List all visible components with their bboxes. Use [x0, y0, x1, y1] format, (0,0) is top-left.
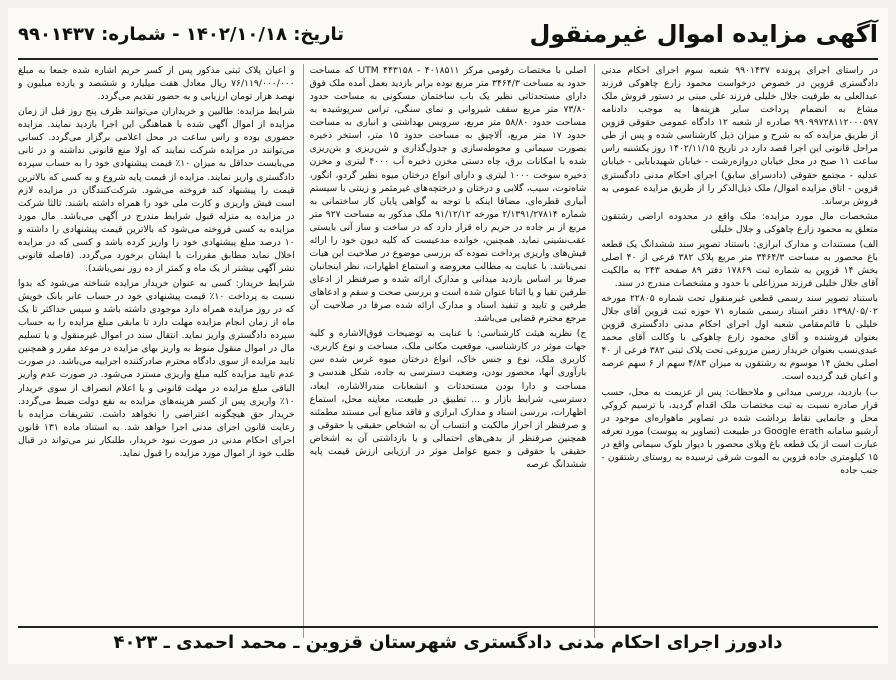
- column-right: [594, 64, 878, 638]
- paragraph: مشخصات مال مورد مزایده: ملک واقع در محدوده اراضی رشتقون متعلق به محمود زارع چاهوکی و جلال خلیلی: [601, 210, 878, 235]
- notice-title: آگهی مزایده اموال غیرمنقول: [529, 20, 878, 48]
- paragraph: ج) نظریه هیئت کارشناسی: با عنایت به توضیحات فوق‌الاشاره و کلیه جهات موثر در کارشناسی، موقعیت مکانی ملک، مساحت و نوع کاربری، کاربری ملک، نوع و جنس خاک، انواع درختان میوه غرس شده سن بارآوری آنها، محصور بودن، وضعیت دسترسی به جاده، شکل هندسی و مساحت و دارا بودن مستحدثات و انشعابات مندرالاشاره، ابعاد، دسترسی، شرایط بازار و ... تطبیق در طبیعت، معاینه محل، استماع اظهارات، بررسی اسناد و مدارک ابرازی و فاقد منابع آبی مستند مطمئنه و صرفنظر از احراز مالکیت و انتساب آن به اشخاص حقیقی یا حقوقی و همچنین صرفنظر از بدهی‌های احتمالی و یا بازداشتی آن به اشخاص حقیقی یا حقوقی و جمیع عوامل موثر در ارزیابی ارزش قیمت پایه ششدانگ عرصه: [309, 328, 587, 470]
- paragraph: در راستای اجرای پرونده ۹۹۰۱۴۳۷ شعبه سوم اجرای احکام مدنی دادگستری قزوین در خصوص درخواست محمود زارع چاهوکی فرزند عبدالعلی به طرفیت جلال خلیلی فرزند علی مبنی بر دستور فروش ملک مشاع به انضمام پرداخت سایر هزینه‌ها به موجب دادنامه ۹۹۰۹۹۷۲۸۱۱۲۰۰۰۵۹۷ صادره از شعبه ۱۲ دادگاه عمومی حقوقی قزوین از طریق مزایده که به شرح و میزان ذیل کارشناسی شده و پس از طی مراحل قانونی این اجرا قصد دارد در تاریخ ۱۴۰۲/۱۱/۱۵ روز یکشنبه راس ساعت ۱۱ صبح در محل خیابان دروازه‌رشت - خیابان شهیدبابایی - خیابان عدلیه - مجتمع حقوقی (دادسرای سابق) اجرای احکام مدنی دادگستری قزوین - اتاق مزایده اموال/ ملک ذیل‌الذکر را از طریق مزایده عمومی به فروش برساند.: [601, 65, 878, 207]
- column-middle: [303, 64, 587, 638]
- paragraph: ب) بازدید، بررسی میدانی و ملاحظات: پس از عزیمت به محل، حسب قرار صادره نسبت به ثبت مختصات ملک اقدام گردید، با ترسیم کروکی محل و جانمایی نقاط برداشت شده در تصاویر ماهواره‌ای موجود در آرشیو سامانه Google erath در طبیعت (تصاویر به پیوست) مورد تعرفه عبارت است از یک قطعه باغ ویلای محصور با دیوار بلوک سیمانی واقع در ۱۵ کیلومتری جاده قزوین به الموت شرقی ترسیده به روستای رشتقون - جنب جاده: [601, 386, 878, 476]
- text-columns: [18, 64, 878, 638]
- footer-signature: دادورز اجرای احکام مدنی دادگستری شهرستان قزوین ـ محمد احمدی ـ ۴۰۲۳: [18, 626, 878, 660]
- paragraph: و اعیان پلاک ثبتی مذکور پس از کسر حریم اشاره شده جمعا به مبلغ ۷۶/۱۱۹/۰۰۰/۰۰۰ ریال معادل هفت میلیارد و ششصد و یازده میلیون و نهصد هزار تومان ارزیابی و به حضور تقدیم می‌گردد.: [17, 65, 295, 103]
- notice-page: [8, 8, 888, 664]
- column-left: [18, 64, 295, 638]
- paragraph: شرایط خریدار: کسی به عنوان خریدار مزایده شناخته می‌شود که بدوا نسبت به پرداخت ۱۰٪ قیمت پیشنهادی خود در حساب عابر بانک خویش که در روز مزایده همراه دارد موجودی داشته باشد و سپس حداکثر تا یک ماه از زمان انجام مزایده مهلت دارد تا مابقی مبلغ مزایده را به حساب سپرده دادگستری واریز نماید. انتقال سند در اموال غیرمنقول و یا تسلیم مال در اموال منقول منوط به واریز بهای مزایده در موعد مقرر و همچنین تایید مزایده از سوی دادگاه محترم صادرکننده اجراییه می‌باشد. در صورت عدم تایید مزایده کلیه مبلغ واریزی مسترد می‌شود. در صورت عدم واریز الباقی مبلغ مزایده در مهلت قانونی و یا اعلام انصراف از سوی خریدار ۱۰٪ واریزی پس از کسر هزینه‌های مزایده به نفع دولت ضبط می‌گردد. خریدار حق هیچگونه اعتراضی را نخواهد داشت. تشریفات مزایده با رعایت قانون اجرای مدنی اجرا خواهد شد. به استناد ماده ۱۳۱ قانون اجرای احکام مدنی در صورت نبود خریدار، طلبکار نیز می‌تواند در قبال طلب خود از اموال مورد مزایده را قبول نماید.: [17, 278, 295, 459]
- date-and-number: تاریخ: ۱۴۰۲/۱۰/۱۸ - شماره: ۹۹۰۱۴۳۷: [18, 23, 345, 45]
- paragraph: باستناد تصویر سند رسمی قطعی غیرمنقول تحت شماره ۲۲۸۰۵ مورخه ۱۳۹۸/۰۵/۰۲ دفتر اسناد رسمی شماره ۷۱ حوزه ثبت قزوین آقای جلال خلیلی با قائم‌مقامی شعبه اول اجرای احکام مدنی دادگستری قزوین بعنوان فروشنده و آقای محمود زارع چاهوکی با وکالت آقای محمد عبدی‌نسب بعنوان خریدار زمین مزروعی تحت پلاک ثبتی ۳۸۲ فرعی از ۴۰ اصلی بخش ۱۴ موسوم به رشتقون به میزان ۴/۸۳ سهم از ۶ سهم عرصه و اعیان قید گردیده است.: [601, 293, 878, 383]
- paragraph: اصلی با مختصات رقومی مرکز ۴۰۱۸۵۱۱ - ۴۴۳۱۵۸ UTM که مساحت حدود به مساحت ۳۴۶۴/۳ متر مربع بوده برابر بازدید بعمل آمده ملک فوق دارای مستحدثاتی نظیر یک باب ساختمان مسکونی به مساحت حدود ۷۳/۸۰ متر مربع سقف شیروانی و نمای سنگی، تراس سرپوشیده به مساحت حدود ۵۸/۸۰ متر مربع، سرویس بهداشتی و انباری به مساحت حدود ۱۷ متر مربع، آلاچیق به مساحت حدود ۱۵ متر، استخر ذخیره بصورت سیمانی و محوطه‌سازی و جدول‌گذاری و شن‌ریزی و بتن‌ریزی شده با امکانات برق، چاه دستی مخزن ذخیره آب ۴۰۰۰ لیتری و مخزن ذخیره سوخت ۱۰۰۰ لیتری و دارای انواع درختان میوه نظیر گردو، انگور، شاه‌توت، سیب، گلابی و درختان و درختچه‌های غیرمثمر و زینتی با سیستم آبیاری قطره‌ای، مضافا اینکه با توجه به گواهی پایان کار ساختمانی به شماره ۲/۱۳۹۱/۲۷۸۱۴ مورخه ۹۱/۱۲/۱۲ ملک مذکور به مساحت ۹۲۷ متر مربع از بر جاده در حریم راه قرار دارد که در ساخت و ساز آتی بایستی عقب‌نشینی نماید. همچنین، خوانده مدعیست که کلیه دیون خود را ارائه فیش‌های واریزی پرداخت نموده که بررسی موضوع در صلاحیت این هیات نمی‌باشد. با عنایت به مطالب معروضه و استماع اظهارات، نظر اینجانبان صرفا بر اساس بازدید میدانی و مدارک ارائه شده و صرفنظر از ادعای طرفین تقیا و یا اثباتا عنوان شده است و بررسی صحت و سقم و ادعاهای طرفین و تایید و تنفیذ اسناد و مدارک ارائه شده صرفا در صلاحیت آن مرجع محترم قضایی می‌باشد.: [309, 65, 587, 325]
- paragraph: شرایط مزایده: طالبین و خریداران می‌توانند ظرف پنج روز قبل از زمان مزایده از اموال آگهی شده با هماهنگی این اجرا بازدید نمایند. مزایده حضوری بوده و راس ساعت در محل اعلامی برگزار می‌گردد. کسانی می‌توانند در مزایده شرکت نمایند که اولا منع قانونی نداشته و در ثانی می‌بایست حداقل به میزان ۱۰٪ قیمت پیشنهادی خود را به حساب سپرده دادگستری واریز نمایند. مزایده از قیمت پایه شروع و به کسی که بالاترین قیمت را پیشنهاد کند فروخته می‌شود. شرکت‌کنندگان در مزایده لازم است فیش واریزی و کارت ملی خود را همراه داشته باشند. ثالثا شرکت در مزایده به منزله قبول شرایط مندرج در آگهی می‌باشد. مال مورد مزایده به کسی فروخته می‌شود که بالاترین قیمت پیشنهادی را داشته و ۱۰ درصد مبلغ پیشنهادی خود را واریز کرده باشد و کسی که در مزایده اخلال نماید مطابق مقررات با ایشان برخورد می‌گردد. (فاصله قانونی نشر آگهی بیشتر از یک ماه و کمتر از ده روز نمی‌باشد).: [17, 106, 295, 274]
- header: [18, 14, 878, 60]
- paragraph: الف) مستندات و مدارک ابرازی: باستناد تصویر سند ششدانگ یک قطعه باغ محصور به مساحت ۳۴۶۴/۳ متر مربع پلاک ۳۸۲ فرعی از ۴۰ اصلی بخش ۱۴ قزوین به شماره ثبت ۱۷۸۶۹ دفتر ۸۹ صفحه ۲۴۳ به مالکیت آقای جلال خلیلی فرزند میرزاعلی با حدود و مشخصات مندرج در سند.: [601, 238, 878, 289]
